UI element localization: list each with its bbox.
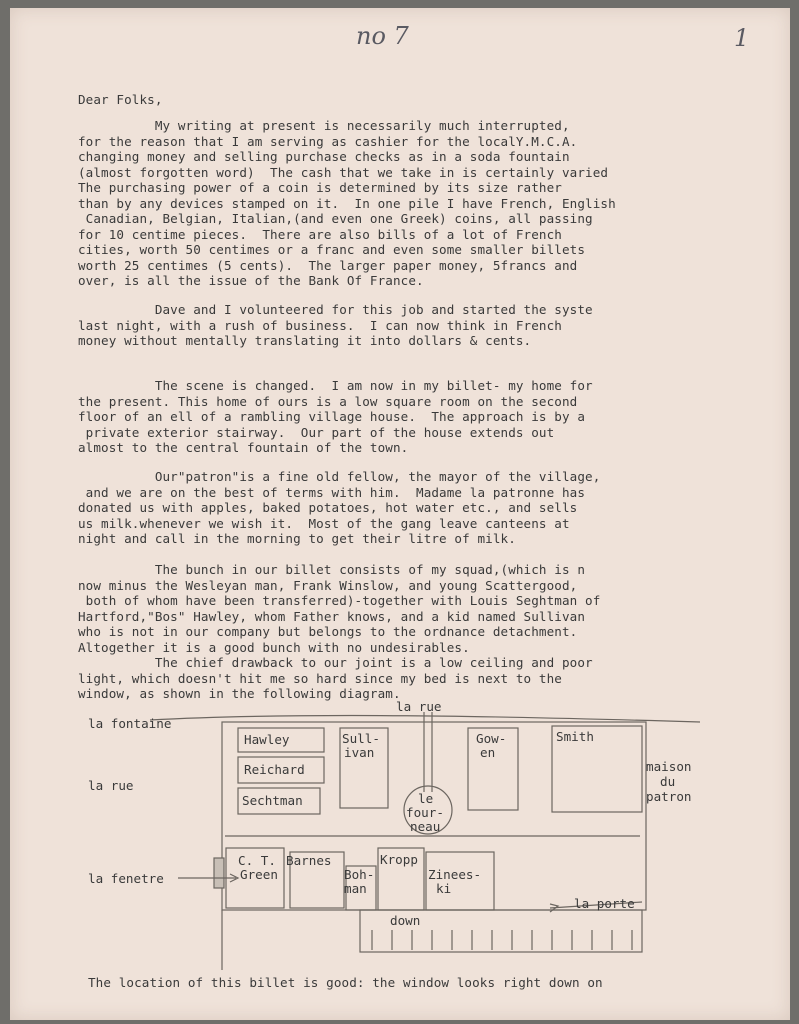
typed-line: cities, worth 50 centimes or a franc and even some smaller billets — [78, 242, 586, 257]
window — [214, 858, 224, 888]
stove-label-2: four- — [406, 805, 444, 820]
typed-line: window, as shown in the following diagram. — [78, 686, 401, 701]
bed-label-smith: Smith — [556, 729, 594, 744]
bed-label-reichard: Reichard — [244, 762, 305, 777]
typed-line: than by any devices stamped on it. In one pile I have French, English — [78, 195, 616, 211]
typed-line: The chief drawback to our joint is a low ceiling and poor — [78, 655, 593, 670]
salutation: Dear Folks, — [78, 92, 163, 107]
stove-label-1: le — [418, 791, 434, 806]
typed-line: over, is all the issue of the Bank Of France. — [78, 273, 424, 288]
stair-steps — [372, 930, 632, 950]
typed-line: money without mentally translating it into dollars & cents. — [78, 333, 532, 348]
bed-label-bohman-2: man — [344, 881, 367, 896]
label-la-porte: la porte — [574, 896, 635, 911]
bed-label-zineeski-2: ki — [436, 881, 452, 896]
bed-label-kropp: Kropp — [380, 852, 418, 867]
typed-line: now minus the Wesleyan man, Frank Winslow, and young Scattergood, — [78, 577, 578, 593]
bed-label-gowen-2: en — [480, 745, 496, 760]
typed-line: Canadian, Belgian, Italian,(and even one Greek) coins, all passing — [78, 211, 593, 226]
stove-label-3: neau — [410, 819, 441, 834]
label-la-rue-left: la rue — [88, 778, 134, 793]
bed-label-green: Green — [240, 867, 278, 882]
typed-line: floor of an ell of a rambling village house. The approach is by a — [78, 409, 586, 424]
typed-line: private exterior stairway. Our part of the house extends out — [78, 424, 555, 440]
handwritten-sheet-number: no 7 — [356, 22, 409, 50]
typed-line: donated us with apples, baked potatoes, hot water etc., and sells — [78, 500, 578, 515]
bed-label-ct: C. T. — [238, 853, 276, 868]
label-la-fontaine: la fontaine — [88, 716, 172, 731]
label-la-rue-top: la rue — [396, 699, 442, 714]
typed-line: light, which doesn't hit me so hard since my bed is next to the — [78, 670, 562, 686]
typed-line: who is not in our company but belongs to the ordnance detachment. — [78, 624, 578, 639]
typed-line: and we are on the best of terms with him. Madame la patronne has — [78, 484, 586, 500]
typed-line: worth 25 centimes (5 cents). The larger paper money, 5francs and — [78, 257, 578, 273]
bed-label-sullivan-1: Sull- — [342, 731, 380, 746]
bed-label-zineeski-1: Zinees- — [428, 867, 482, 882]
typed-line: The scene is changed. I am now in my billet- my home for — [78, 378, 593, 393]
typed-line: for 10 centime pieces. There are also bills of a lot of French — [78, 226, 562, 242]
street-line — [150, 716, 700, 722]
closing-line: The location of this billet is good: the window looks right down on — [88, 975, 603, 990]
label-patron: patron — [646, 789, 692, 804]
stove-pipe — [424, 712, 432, 792]
bed-label-bohman-1: Boh- — [344, 867, 375, 882]
typed-line: Hartford,"Bos" Hawley, whom Father knows, and a kid named Sullivan — [78, 608, 586, 624]
label-du: du — [660, 774, 676, 789]
typed-line: Dave and I volunteered for this job and started the syste — [78, 302, 593, 317]
typed-line: both of whom have been transferred)-together with Louis Seghtman of — [78, 593, 601, 608]
typed-line: My writing at present is necessarily much interrupted, — [78, 118, 570, 133]
typed-line: (almost forgotten word) The cash that we take in is certainly varied — [78, 164, 609, 180]
bed-label-hawley: Hawley — [244, 732, 290, 747]
typed-line: us milk.whenever we wish it. Most of the gang leave canteens at — [78, 515, 570, 531]
bed-label-barnes: Barnes — [286, 853, 332, 868]
label-maison: maison — [646, 759, 692, 774]
label-down: down — [390, 913, 421, 928]
typed-line: almost to the central fountain of the town. — [78, 440, 409, 455]
typed-line: the present. This home of ours is a low square room on the second — [78, 393, 578, 409]
bed-label-sullivan-2: ivan — [344, 745, 375, 760]
bed-label-sechtman: Sechtman — [242, 793, 303, 808]
typed-line: last night, with a rush of business. I can now think in French — [78, 317, 562, 333]
typed-line: changing money and selling purchase checks as in a soda fountain — [78, 149, 570, 164]
typed-line: for the reason that I am serving as cashier for the localY.M.C.A. — [78, 133, 578, 149]
label-la-fenetre: la fenetre — [88, 871, 164, 886]
bed-label-gowen-1: Gow- — [476, 731, 507, 746]
handwritten-page-number: 1 — [734, 24, 750, 52]
typed-line: Our"patron"is a fine old fellow, the mayor of the village, — [78, 469, 601, 484]
typed-line: The bunch in our billet consists of my squad,(which is n — [78, 562, 586, 577]
typed-line: night and call in the morning to get their litre of milk. — [78, 531, 516, 546]
typed-line: The purchasing power of a coin is determined by its size rather — [78, 180, 562, 195]
typed-line: Altogether it is a good bunch with no undesirables. — [78, 639, 470, 655]
